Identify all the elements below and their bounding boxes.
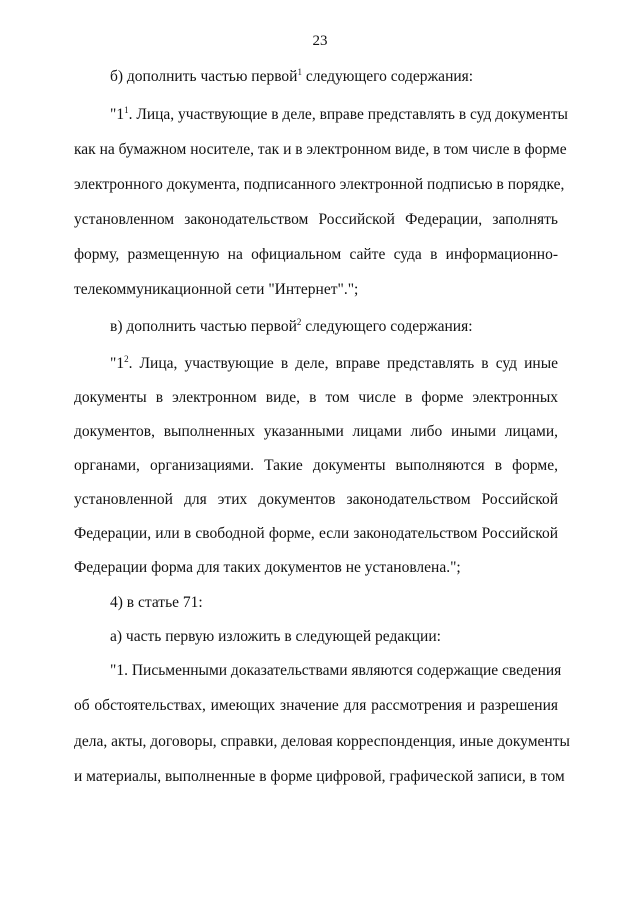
text-segment: . Лица, участвующие в деле, вправе представлять в суд иные [128,355,558,372]
page-number: 23 [312,33,328,49]
paragraph-b-line-1 [110,67,558,87]
paragraph-1-1-line-3: электронного документа, подписанного электронной подписью в порядке, [74,176,565,193]
paragraph-1-2-line-3: документов, выполненных указанными лицами либо иными лицами, [74,423,558,440]
paragraph-1-2-line-5: установленной для этих документов законодательством Российской [74,491,558,508]
paragraph-1-2-line-7: Федерации форма для таких документов не установлена."; [74,559,461,576]
paragraph-1-2-line-4: органами, организациями. Такие документы выполняются в форме, [74,457,558,474]
paragraph-v-line-1 [110,317,558,337]
paragraph-1-line-1: "1. Письменными доказательствами являются содержащие сведения [110,662,562,679]
paragraph-4-line-1: 4) в статье 71: [110,594,203,611]
paragraph-1-1-line-4: установленном законодательством Российской Федерации, заполнять [74,211,558,228]
text-segment: б) дополнить частью первой [110,68,298,85]
superscript: 1 [297,66,302,77]
paragraph-1-1-line-6: телекоммуникационной сети "Интернет"."; [74,281,359,298]
paragraph-1-1-line-5: форму, размещенную на официальном сайте суда в информационно- [74,246,558,263]
paragraph-1-line-2: об обстоятельствах, имеющих значение для рассмотрения и разрешения [74,697,558,714]
text-segment: "1 [110,355,125,372]
paragraph-1-line-4: и материалы, выполненные в форме цифровой, графической записи, в том [74,768,565,785]
text-segment: в) дополнить частью первой [110,318,297,335]
text-segment: следующего содержания: [301,68,474,85]
paragraph-1-2-line-1 [110,354,558,374]
paragraph-1-line-3: дела, акты, договоры, справки, деловая корреспонденция, иные документы [74,733,570,750]
paragraph-1-2-line-2: документы в электронном виде, в том числе в форме электронных [74,389,558,406]
text-segment: следующего содержания: [301,318,473,335]
text-segment: . Лица, участвующие в деле, вправе представлять в суд документы [128,106,568,123]
paragraph-a-line-1: а) часть первую изложить в следующей редакции: [110,628,441,645]
text-segment: "1 [110,106,125,123]
paragraph-1-2-line-6: Федерации, или в свободной форме, если законодательством Российской [74,525,558,542]
paragraph-1-1-line-1 [110,104,568,125]
superscript: 2 [296,316,302,327]
paragraph-1-1-line-2: как на бумажном носителе, так и в электронном виде, в том числе в форме [74,141,567,158]
superscript: 2 [124,353,129,364]
superscript: 1 [124,104,129,115]
